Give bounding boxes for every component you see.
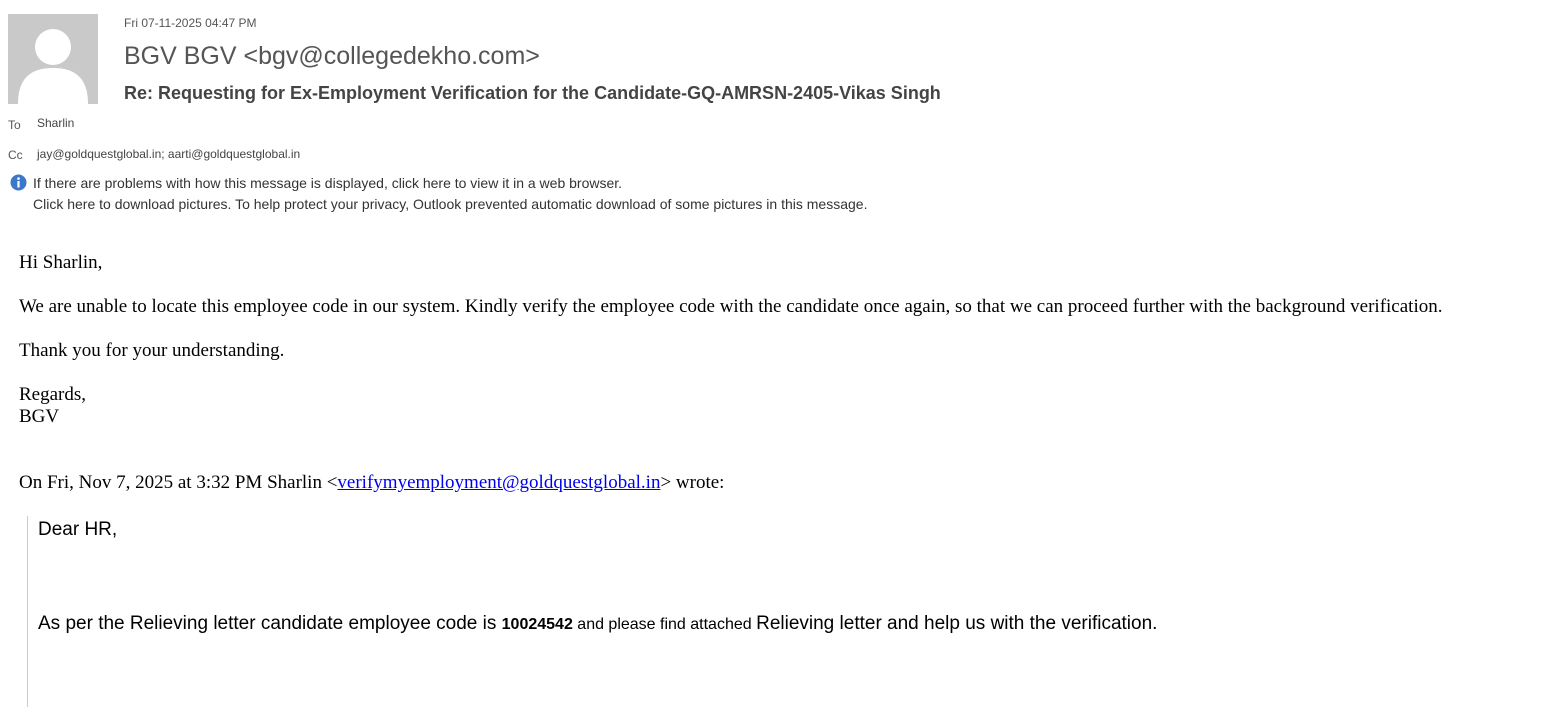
person-silhouette-icon — [8, 14, 98, 104]
quote-intro-suffix: > wrote: — [660, 472, 725, 493]
cc-label: Cc — [8, 148, 23, 162]
body-paragraph-2: Thank you for your understanding. — [19, 340, 285, 361]
body-greeting: Hi Sharlin, — [19, 252, 103, 273]
quoted-line-prefix: As per the Relieving letter candidate employee code is — [38, 613, 502, 634]
quote-intro — [19, 472, 724, 494]
quoted-line-middle: and please find attached — [572, 616, 757, 633]
message-date: Fri 07-11-2025 04:47 PM — [124, 16, 257, 30]
quote-border — [27, 516, 28, 707]
body-signature: BGV — [19, 406, 60, 427]
quoted-message-line — [38, 613, 1157, 635]
body-paragraph-1: We are unable to locate this employee code in our system. Kindly verify the employee code with the candidate once again, so that we can proceed further with the background verification. — [19, 296, 1443, 317]
info-icon — [10, 174, 27, 191]
to-label: To — [8, 118, 21, 132]
body-regards: Regards, — [19, 384, 87, 405]
quoted-line-suffix: Relieving letter and help us with the verification. — [756, 613, 1158, 634]
quoted-greeting: Dear HR, — [38, 519, 118, 540]
cc-recipients[interactable]: jay@goldquestglobal.in; aarti@goldquestglobal.in — [37, 147, 301, 161]
avatar — [8, 14, 98, 104]
employee-code: 10024542 — [501, 616, 573, 633]
quoted-sender-email-link[interactable]: verifymyemployment@goldquestglobal.in — [337, 472, 661, 493]
quote-intro-prefix: On Fri, Nov 7, 2025 at 3:32 PM Sharlin < — [19, 472, 338, 493]
message-subject: Re: Requesting for Ex-Employment Verification for the Candidate-GQ-AMRSN-2405-Vikas Singh — [124, 83, 941, 103]
download-pictures-link[interactable]: Click here to download pictures. To help protect your privacy, Outlook prevented automatic download of some pictures in this message. — [33, 196, 868, 212]
view-in-browser-link[interactable]: If there are problems with how this message is displayed, click here to view it in a web browser. — [33, 175, 623, 191]
to-recipients[interactable]: Sharlin — [37, 116, 75, 130]
sender-name[interactable]: BGV BGV <bgv@collegedekho.com> — [124, 42, 540, 70]
